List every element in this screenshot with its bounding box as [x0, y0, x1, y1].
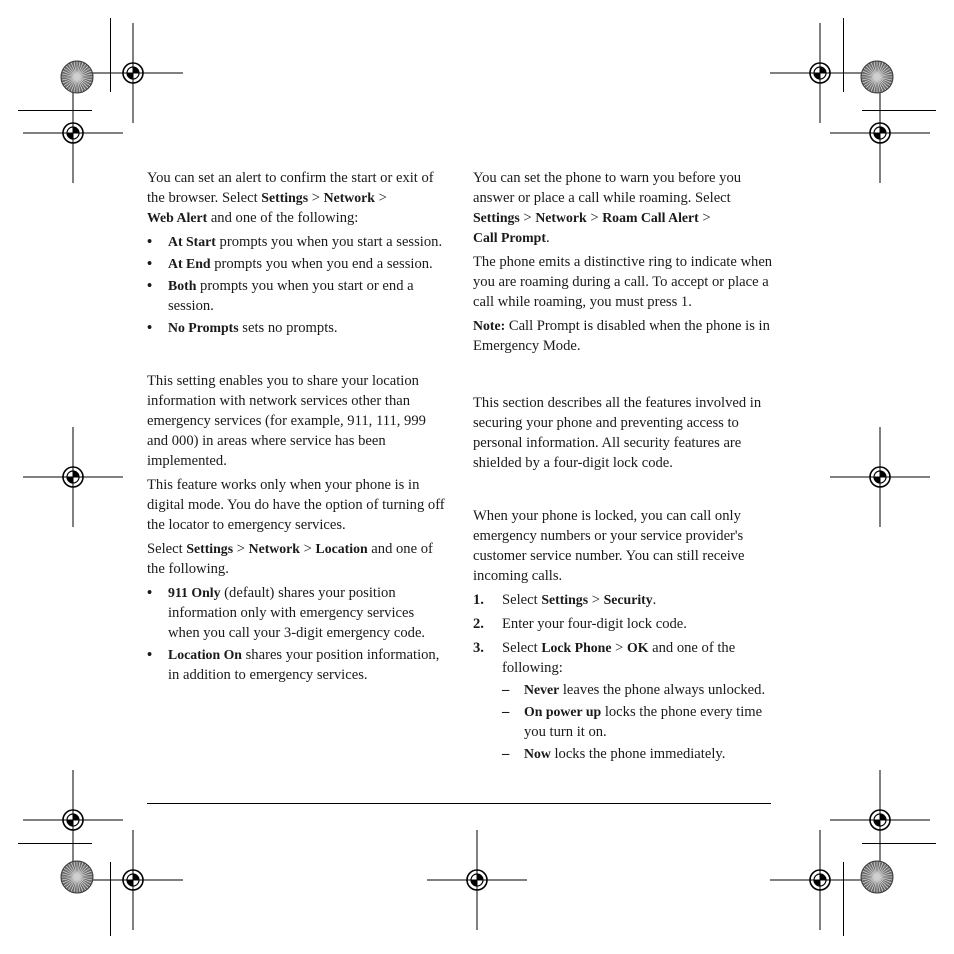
location-select: Select Settings > Network > Location and one of the following. [147, 541, 433, 577]
list-item: • Location On shares your position information, in addition to emergency services. [147, 645, 447, 685]
security-para: This section describes all the features involved in securing your phone and preventing access to personal information. All security features are shielded by a four-digit lock code. [473, 395, 762, 471]
list-item: • 911 Only (default) shares your position information only with emergency services when you call your 3-digit emergency code. [147, 583, 447, 643]
step-item: 3. Select Lock Phone > OK and one of the following: – Never leaves the phone always unlocked. – On power up locks the phone every time you turn it on. – Now locks the phone immediately. [473, 638, 773, 764]
registration-mark-icon [770, 830, 870, 930]
location-para-1: This setting enables you to share your location information with network services other than emergency services (for example, 911, 111, 999 and 000) in areas where service has been implemented. [147, 373, 426, 469]
color-wheel-icon [61, 61, 93, 93]
registration-mark-icon [83, 830, 183, 930]
list-item: • At End prompts you when you end a session. [147, 254, 447, 274]
registration-mark-icon [770, 23, 870, 123]
web-alert-intro: You can set an alert to confirm the start or exit of the browser. Select Settings > Network > Web Alert and one of the following: [147, 170, 434, 226]
roam-para-2: The phone emits a distinctive ring to indicate when you are roaming during a call. To accept or place a call while roaming, you must press 1. [473, 254, 773, 310]
step-item: 2. Enter your four-digit lock code. [473, 616, 687, 632]
roam-intro: You can set the phone to warn you before you answer or place a call while roaming. Select Settings > Network > Roam Call Alert > Call Prompt. [473, 170, 742, 246]
registration-mark-icon [83, 23, 183, 123]
color-wheel-icon [861, 61, 893, 93]
registration-mark-icon [23, 427, 123, 527]
list-item: • Both prompts you when you start or end a session. [147, 276, 447, 316]
location-para-2: This feature works only when your phone is in digital mode. You do have the option of turning off the locator to emergency services. [147, 477, 445, 533]
list-item: – On power up locks the phone every time you turn it on. [502, 702, 773, 742]
step-item: 1. Select Settings > Security. [473, 592, 657, 608]
list-item: – Now locks the phone immediately. [502, 744, 773, 764]
roam-note: Note: Call Prompt is disabled when the phone is in Emergency Mode. [473, 318, 770, 354]
list-item: – Never leaves the phone always unlocked. [502, 680, 773, 700]
color-wheel-icon [61, 861, 93, 893]
registration-mark-icon [23, 770, 123, 870]
registration-mark-icon [830, 83, 930, 183]
registration-mark-icon [830, 427, 930, 527]
list-item: • No Prompts sets no prompts. [147, 318, 447, 338]
list-item: • At Start prompts you when you start a session. [147, 232, 447, 252]
color-wheel-icon [861, 861, 893, 893]
registration-mark-icon [427, 830, 527, 930]
lock-para: When your phone is locked, you can call only emergency numbers or your service provider's customer service number. You can still receive incoming calls. [473, 508, 745, 584]
registration-mark-icon [830, 770, 930, 870]
registration-mark-icon [23, 83, 123, 183]
